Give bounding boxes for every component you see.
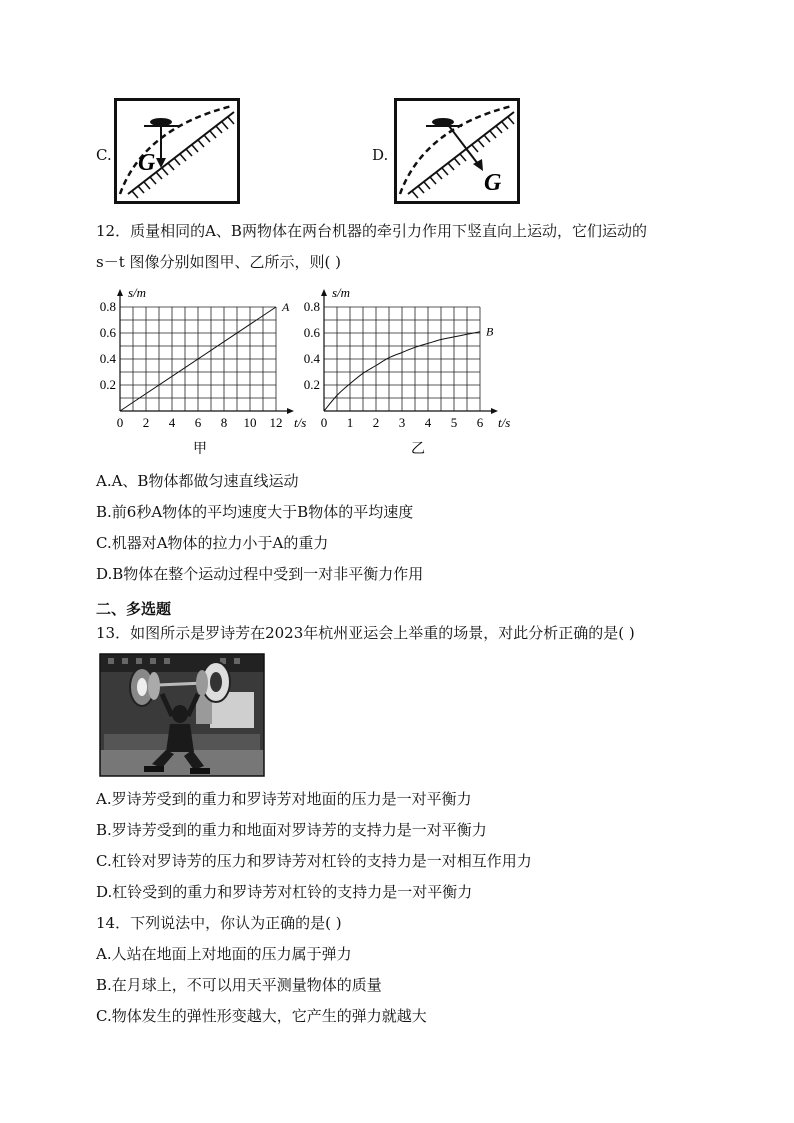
chart-jia [92, 282, 307, 457]
q12-option-c: C.机器对A物体的拉力小于A的重力 [96, 534, 329, 552]
q13-option-d: D.杠铃受到的重力和罗诗芳对杠铃的支持力是一对平衡力 [96, 883, 473, 901]
q13-option-a: A.罗诗芳受到的重力和罗诗芳对地面的压力是一对平衡力 [96, 790, 472, 808]
gravity-label: G [138, 150, 156, 176]
x-tick-label: 1 [346, 415, 354, 430]
x-tick-label: 6 [476, 415, 484, 430]
y-tick-label: 0.4 [99, 351, 116, 366]
q14-option-a: A.人站在地面上对地面的压力属于弹力 [96, 945, 352, 963]
q13-option-b: B.罗诗芳受到的重力和地面对罗诗芳的支持力是一对平衡力 [96, 821, 487, 839]
q12-stem-line2: s－t 图像分别如图甲、乙所示，则( ) [96, 253, 341, 271]
option-d-label: D. [372, 146, 389, 164]
q12-option-b: B.前6秒A物体的平均速度大于B物体的平均速度 [96, 503, 414, 521]
series-label: B [486, 324, 494, 339]
x-tick-label: 8 [220, 415, 228, 430]
option-c-label: C. [96, 146, 112, 164]
y-tick-label: 0.8 [303, 299, 320, 314]
option-c-diagram [114, 98, 240, 204]
chart-caption: 甲 [193, 442, 207, 457]
y-tick-label: 0.2 [303, 377, 320, 392]
x-axis-arrow [491, 408, 498, 414]
x-tick-label: 4 [424, 415, 432, 430]
x-tick-label: 2 [142, 415, 150, 430]
q13-stem: 13．如图所示是罗诗芳在2023年杭州亚运会上举重的场景，对此分析正确的是( ) [96, 624, 635, 642]
q14-stem: 14．下列说法中，你认为正确的是( ) [96, 914, 342, 932]
y-tick-label: 0.2 [99, 377, 116, 392]
q14-option-b: B.在月球上，不可以用天平测量物体的质量 [96, 976, 382, 994]
x-tick-label: 10 [243, 415, 257, 430]
y-tick-label: 0.6 [303, 325, 320, 340]
x-axis-arrow [287, 408, 294, 414]
gravity-label: G [484, 170, 502, 196]
x-axis-label: t/s [294, 415, 307, 430]
q13-option-c: C.杠铃对罗诗芳的压力和罗诗芳对杠铃的支持力是一对相互作用力 [96, 852, 532, 870]
x-tick-label: 6 [194, 415, 202, 430]
y-axis-arrow [117, 289, 123, 296]
option-d-diagram [394, 98, 520, 204]
x-tick-label: 3 [398, 415, 406, 430]
chart-caption: 乙 [411, 442, 425, 457]
x-tick-label: 0 [320, 415, 328, 430]
q14-option-c: C.物体发生的弹性形变越大，它产生的弹力就越大 [96, 1007, 427, 1025]
q12-stem-line1: 12．质量相同的A、B两物体在两台机器的牵引力作用下竖直向上运动，它们运动的 [96, 222, 647, 240]
y-tick-label: 0.8 [99, 299, 116, 314]
y-axis-arrow [321, 289, 327, 296]
y-tick-label: 0.4 [303, 351, 320, 366]
y-tick-label: 0.6 [99, 325, 116, 340]
x-tick-label: 4 [168, 415, 176, 430]
x-tick-label: 12 [269, 415, 283, 430]
x-axis-label: t/s [498, 415, 511, 430]
y-axis-label: s/m [332, 285, 351, 300]
q12-option-a: A.A、B物体都做匀速直线运动 [96, 472, 299, 490]
chart-yi [298, 282, 518, 457]
x-tick-label: 2 [372, 415, 380, 430]
x-tick-label: 0 [116, 415, 124, 430]
q12-option-d: D.B物体在整个运动过程中受到一对非平衡力作用 [96, 565, 424, 583]
weightlifting-photo [100, 654, 264, 776]
x-tick-label: 5 [450, 415, 458, 430]
section-title: 二、多选题 [96, 600, 172, 618]
series-label: A [282, 300, 290, 314]
y-axis-label: s/m [128, 285, 147, 300]
